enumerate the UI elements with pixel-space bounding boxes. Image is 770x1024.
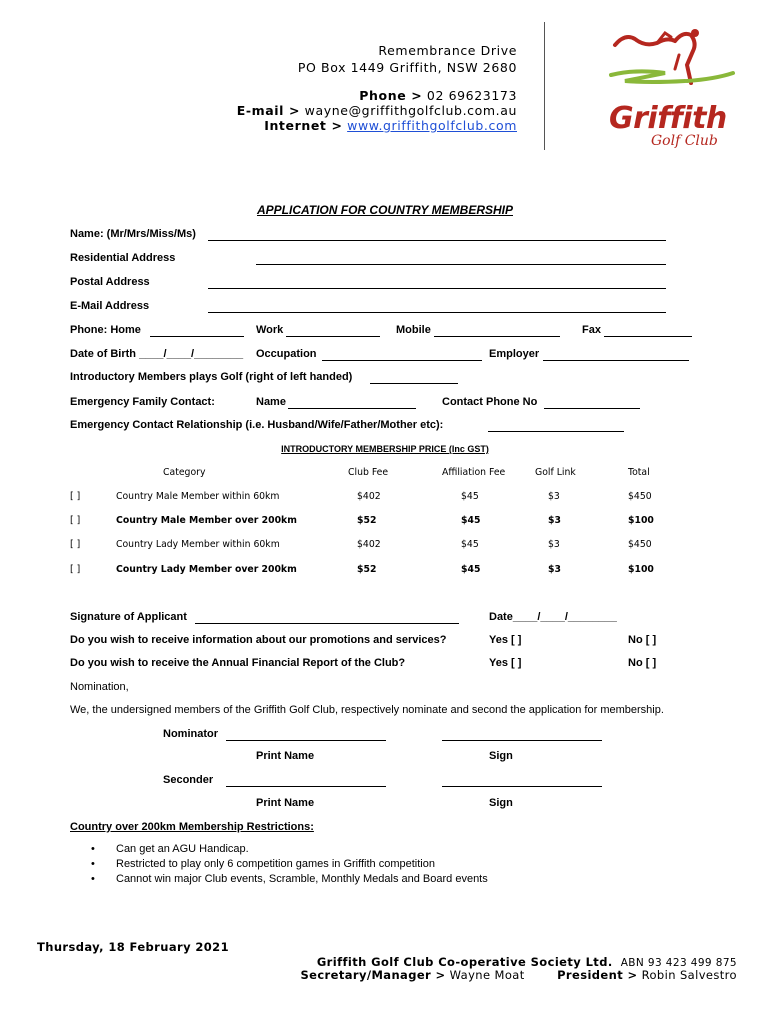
row-total: $100 xyxy=(628,564,654,575)
restriction-bullet-icon: • xyxy=(91,843,95,855)
nominator-print-name-label: Print Name xyxy=(256,750,315,762)
restriction-bullet-icon: • xyxy=(91,873,95,885)
promotions-no-checkbox[interactable]: No [ ] xyxy=(628,634,657,646)
president-name: Robin Salvestro xyxy=(641,968,737,982)
postal-label: Postal Address xyxy=(70,276,150,288)
row-club-fee: $52 xyxy=(357,515,377,526)
footer-date: Thursday, 18 February 2021 xyxy=(37,940,229,954)
postal-input[interactable] xyxy=(208,278,666,289)
address-line-1: Remembrance Drive xyxy=(378,43,517,58)
dob-label-text: Date of Birth xyxy=(70,348,136,360)
nominator-sign-input[interactable] xyxy=(442,730,602,741)
row-affiliation: $45 xyxy=(461,515,481,526)
seconder-label: Seconder xyxy=(163,774,214,786)
price-table-title: INTRODUCTORY MEMBERSHIP PRICE (Inc GST) xyxy=(281,444,489,454)
website-link[interactable]: www.griffithgolfclub.com xyxy=(347,118,517,133)
employer-label: Employer xyxy=(489,348,540,360)
restriction-bullet-icon: • xyxy=(91,858,95,870)
report-question: Do you wish to receive the Annual Financial Report of the Club? xyxy=(70,657,406,669)
restriction-item: Restricted to play only 6 competition games in Griffith competition xyxy=(116,858,435,870)
emergency-name-input[interactable] xyxy=(288,398,416,409)
header-club-fee: Club Fee xyxy=(348,467,389,478)
signature-label: Signature of Applicant xyxy=(70,611,187,623)
header-category: Category xyxy=(163,467,206,478)
header-total: Total xyxy=(628,467,650,478)
row-total: $450 xyxy=(628,539,652,550)
internet-label: Internet > xyxy=(264,118,343,133)
row-category: Country Lady Member over 200km xyxy=(116,564,297,575)
seconder-sign-label: Sign xyxy=(489,797,513,809)
row-checkbox[interactable]: [ ] xyxy=(70,539,81,550)
restriction-item: Cannot win major Club events, Scramble, Monthly Medals and Board events xyxy=(116,873,488,885)
fax-label: Fax xyxy=(582,324,601,336)
phone-line xyxy=(359,88,517,103)
row-club-fee: $402 xyxy=(357,539,381,550)
footer-society-line xyxy=(317,955,737,969)
form-title: APPLICATION FOR COUNTRY MEMBERSHIP xyxy=(256,203,513,217)
row-affiliation: $45 xyxy=(461,491,479,502)
nomination-heading: Nomination, xyxy=(70,681,129,693)
row-affiliation: $45 xyxy=(461,539,479,550)
email-line xyxy=(237,103,517,118)
emergency-contact-label: Emergency Family Contact: xyxy=(70,396,215,408)
dob-label xyxy=(70,348,243,360)
contact-phone-label: Contact Phone No xyxy=(442,396,538,408)
row-checkbox[interactable]: [ ] xyxy=(70,515,81,526)
nominator-print-input[interactable] xyxy=(226,730,386,741)
footer-officers-line xyxy=(300,968,737,982)
promotions-yes-checkbox[interactable]: Yes [ ] xyxy=(489,634,522,646)
fax-input[interactable] xyxy=(604,326,692,337)
occupation-label: Occupation xyxy=(256,348,317,360)
secretary-name: Wayne Moat xyxy=(449,968,525,982)
residential-input[interactable] xyxy=(256,254,666,265)
header-divider xyxy=(544,22,545,150)
emergency-relationship-label: Emergency Contact Relationship (i.e. Husband/Wife/Father/Mother etc): xyxy=(70,419,444,431)
nominator-label: Nominator xyxy=(163,728,218,740)
nominator-sign-label: Sign xyxy=(489,750,513,762)
mobile-input[interactable] xyxy=(434,326,560,337)
row-golf-link: $3 xyxy=(548,491,560,502)
work-label: Work xyxy=(256,324,284,336)
secretary-label: Secretary/Manager > xyxy=(300,968,446,982)
row-golf-link: $3 xyxy=(548,515,561,526)
email-input[interactable] xyxy=(208,302,666,313)
row-checkbox[interactable]: [ ] xyxy=(70,564,81,575)
row-total: $450 xyxy=(628,491,652,502)
phone-value: 02 69623173 xyxy=(426,88,517,103)
emergency-name-label: Name xyxy=(256,396,286,408)
row-category: Country Male Member over 200km xyxy=(116,515,297,526)
seconder-print-name-label: Print Name xyxy=(256,797,315,809)
occupation-input[interactable] xyxy=(322,350,482,361)
handed-input[interactable] xyxy=(370,373,458,384)
row-golf-link: $3 xyxy=(548,539,560,550)
row-category: Country Lady Member within 60km xyxy=(116,539,280,550)
restriction-item: Can get an AGU Handicap. xyxy=(116,843,249,855)
intro-plays-label: Introductory Members plays Golf (right of left handed) xyxy=(70,371,353,383)
header-affiliation-fee: Affiliation Fee xyxy=(442,467,506,478)
row-club-fee: $402 xyxy=(357,491,381,502)
restrictions-heading: Country over 200km Membership Restrictions: xyxy=(70,821,314,833)
signature-date[interactable]: Date____/____/________ xyxy=(489,611,617,623)
row-affiliation: $45 xyxy=(461,564,481,575)
abn: ABN 93 423 499 875 xyxy=(620,957,737,969)
mobile-label: Mobile xyxy=(396,324,431,336)
logo-word-griffith: Griffith xyxy=(609,101,727,136)
seconder-print-input[interactable] xyxy=(226,776,386,787)
name-label: Name: (Mr/Mrs/Miss/Ms) xyxy=(70,228,196,240)
report-yes-checkbox[interactable]: Yes [ ] xyxy=(489,657,522,669)
row-golf-link: $3 xyxy=(548,564,561,575)
logo-word-golf-club: Golf Club xyxy=(651,133,718,149)
email-label: E-mail > xyxy=(236,103,301,118)
report-no-checkbox[interactable]: No [ ] xyxy=(628,657,657,669)
residential-label: Residential Address xyxy=(70,252,176,264)
row-total: $100 xyxy=(628,515,654,526)
email-value[interactable]: wayne@griffithgolfclub.com.au xyxy=(304,103,517,118)
president-label: President > xyxy=(557,968,638,982)
emergency-relationship-input[interactable] xyxy=(488,421,624,432)
dob-input[interactable]: ____/____/________ xyxy=(139,348,244,360)
employer-input[interactable] xyxy=(543,350,689,361)
row-category: Country Male Member within 60km xyxy=(116,491,280,502)
phone-label: Phone > xyxy=(359,88,423,103)
phone-home-label: Phone: Home xyxy=(70,324,141,336)
address-line-2: PO Box 1449 Griffith, NSW 2680 xyxy=(297,60,517,75)
nomination-text: We, the undersigned members of the Griffith Golf Club, respectively nominate and second the application for membership. xyxy=(70,704,664,716)
name-input[interactable] xyxy=(208,230,666,241)
seconder-sign-input[interactable] xyxy=(442,776,602,787)
signature-input[interactable] xyxy=(195,613,459,624)
row-checkbox[interactable]: [ ] xyxy=(70,491,81,502)
header-golf-link: Golf Link xyxy=(535,467,576,478)
contact-phone-input[interactable] xyxy=(544,398,640,409)
society-name: Griffith Golf Club Co-operative Society Ltd. xyxy=(316,955,613,969)
email-field-label: E-Mail Address xyxy=(70,300,150,312)
work-input[interactable] xyxy=(286,326,380,337)
phone-home-input[interactable] xyxy=(150,326,244,337)
row-club-fee: $52 xyxy=(357,564,377,575)
promotions-question: Do you wish to receive information about our promotions and services? xyxy=(70,634,447,646)
internet-line xyxy=(264,118,517,133)
club-logo xyxy=(605,25,745,160)
